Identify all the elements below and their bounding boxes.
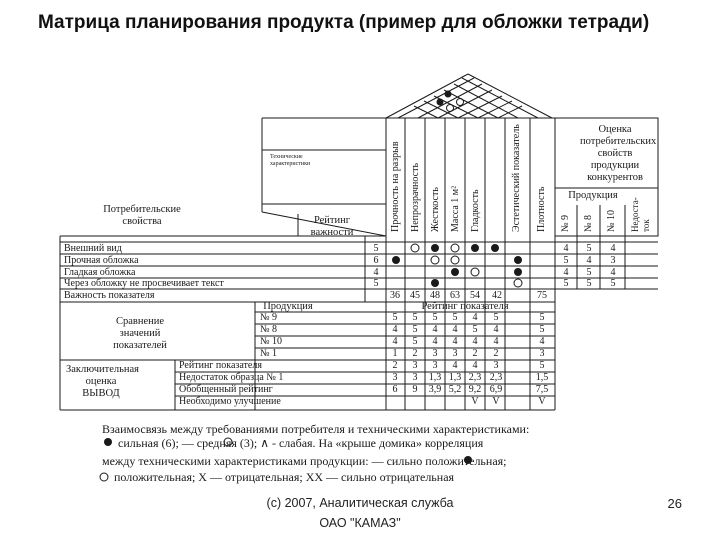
conclusion-value: 2,3 bbox=[489, 372, 503, 383]
requirement-weight: 4 bbox=[373, 267, 379, 278]
comparison-value: 5 bbox=[493, 312, 499, 323]
conclusion-value: 3 bbox=[412, 360, 418, 371]
comparison-value: 4 bbox=[493, 336, 499, 347]
competitor-score: 4 bbox=[610, 267, 616, 278]
rating-header-label: Рейтинг показателя bbox=[421, 301, 509, 312]
comparison-row-label: № 10 bbox=[260, 336, 283, 347]
tech-column-header: Гладкость bbox=[470, 189, 481, 232]
comparison-value: 5 bbox=[412, 312, 418, 323]
conclusion-value: 4 bbox=[472, 360, 478, 371]
comparison-value: 4 bbox=[472, 312, 478, 323]
requirement-weight: 5 bbox=[373, 243, 379, 254]
slide-title: Матрица планирования продукта (пример для обложки тетради) bbox=[38, 12, 650, 33]
correlation-roof bbox=[386, 74, 552, 118]
conclusion-value: 1,3 bbox=[428, 372, 442, 383]
importance-value: 36 bbox=[390, 290, 400, 301]
footer-copyright: (с) 2007, Аналитическая служба bbox=[266, 496, 454, 510]
strong-relationship-mark bbox=[514, 268, 522, 276]
comparison-row-label: № 8 bbox=[260, 324, 278, 335]
comparison-value: 4 bbox=[539, 336, 545, 347]
importance-label: Важность показателя bbox=[64, 290, 155, 301]
strong-relationship-icon bbox=[104, 438, 112, 446]
conclusion-value: V bbox=[538, 396, 546, 407]
comparison-value: 2 bbox=[412, 348, 418, 359]
competitor-assessment-label: Оценка потребительских свойств продукции конкурентов bbox=[580, 124, 657, 183]
competitor-score: 4 bbox=[610, 243, 616, 254]
requirement-weight: 5 bbox=[373, 278, 379, 289]
conclusion-value: 5,2 bbox=[448, 384, 462, 395]
tech-characteristics-label: Технические характеристики bbox=[270, 154, 311, 167]
comparison-value: 3 bbox=[452, 348, 458, 359]
medium-relationship-mark bbox=[451, 244, 459, 252]
page-number: 26 bbox=[667, 496, 682, 511]
medium-relationship-mark bbox=[411, 244, 419, 252]
competitor-score: 4 bbox=[563, 243, 569, 254]
medium-relationship-mark bbox=[471, 268, 479, 276]
comparison-value: 5 bbox=[412, 324, 418, 335]
comparison-value: 5 bbox=[539, 324, 545, 335]
legend-line-4: положительная; X — отрицательная; XX — сильно отрицательная bbox=[114, 470, 455, 484]
comparison-value: 4 bbox=[432, 336, 438, 347]
comparison-value: 5 bbox=[452, 312, 458, 323]
positive-icon bbox=[100, 473, 108, 481]
competitor-column-header: № 9 bbox=[560, 214, 571, 232]
conclusion-value: 5 bbox=[539, 360, 545, 371]
roof-positive-mark bbox=[457, 99, 464, 106]
comparison-value: 2 bbox=[472, 348, 478, 359]
importance-value: 48 bbox=[430, 290, 440, 301]
importance-value: 45 bbox=[410, 290, 420, 301]
importance-value: 63 bbox=[450, 290, 460, 301]
strong-relationship-mark bbox=[471, 244, 479, 252]
conclusion-value: 7,5 bbox=[535, 384, 549, 395]
competitor-score: 5 bbox=[563, 278, 569, 289]
conclusion-value: 6,9 bbox=[489, 384, 503, 395]
comparison-value: 5 bbox=[392, 312, 398, 323]
competitor-score: 4 bbox=[563, 267, 569, 278]
strong-relationship-mark bbox=[451, 268, 459, 276]
comparison-value: 3 bbox=[539, 348, 545, 359]
medium-relationship-mark bbox=[431, 256, 439, 264]
comparison-value: 5 bbox=[412, 336, 418, 347]
legend-line-1: Взаимосвязь между требованиями потребителя и техническими характеристиками: bbox=[102, 422, 530, 436]
strong-relationship-mark bbox=[392, 256, 400, 264]
conclusion-value: 3 bbox=[432, 360, 438, 371]
comparison-value: 3 bbox=[432, 348, 438, 359]
competitor-column-header: № 10 bbox=[606, 209, 617, 232]
conclusion-value: V bbox=[471, 396, 479, 407]
product-label: Продукция bbox=[568, 190, 618, 201]
comparison-label: Сравнение значений показателей bbox=[113, 316, 167, 351]
comparison-value: 4 bbox=[472, 336, 478, 347]
comparison-value: 5 bbox=[472, 324, 478, 335]
strong-relationship-mark bbox=[431, 279, 439, 287]
tech-column-header: Жесткость bbox=[430, 187, 441, 232]
tech-column-header: Плотность bbox=[536, 186, 547, 232]
comparison-row-label: № 1 bbox=[260, 348, 278, 359]
strong-relationship-mark bbox=[431, 244, 439, 252]
comparison-value: 1 bbox=[392, 348, 398, 359]
competitor-column-header: Недоста- ток bbox=[630, 197, 651, 232]
comparison-row-label: № 9 bbox=[260, 312, 278, 323]
comparison-value: 4 bbox=[392, 336, 398, 347]
competitor-score: 5 bbox=[563, 255, 569, 266]
requirement-label: Внешний вид bbox=[64, 243, 122, 254]
conclusion-value: 2 bbox=[392, 360, 398, 371]
conclusion-value: 3 bbox=[392, 372, 398, 383]
conclusion-value: 3 bbox=[493, 360, 499, 371]
conclusion-row-label: Недостаток образца № 1 bbox=[179, 372, 284, 383]
footer-company: ОАО "КАМАЗ" bbox=[319, 516, 401, 530]
comparison-value: 5 bbox=[432, 312, 438, 323]
importance-value: 75 bbox=[537, 290, 547, 301]
comparison-product-label: Продукция bbox=[263, 301, 313, 312]
conclusion-row-label: Необходимо улучшение bbox=[179, 396, 281, 407]
tech-column-header: Прочность на разрыв bbox=[390, 141, 401, 232]
requirement-weight: 6 bbox=[373, 255, 379, 266]
importance-rating-label: Рейтинг важности bbox=[310, 215, 354, 238]
conclusion-value: 3,9 bbox=[428, 384, 442, 395]
comparison-value: 4 bbox=[392, 324, 398, 335]
tech-column-header: Масса 1 м² bbox=[450, 185, 461, 232]
conclusion-value: V bbox=[492, 396, 500, 407]
conclusion-value: 9,2 bbox=[468, 384, 482, 395]
competitor-score: 5 bbox=[586, 243, 592, 254]
competitor-score: 5 bbox=[586, 267, 592, 278]
competitor-score: 4 bbox=[586, 255, 592, 266]
legend-line-3: между техническими характеристиками продукции: — сильно положительная; bbox=[102, 454, 507, 468]
tech-column-header: Эстетический показатель bbox=[511, 124, 522, 232]
conclusion-value: 4 bbox=[452, 360, 458, 371]
importance-value: 42 bbox=[492, 290, 502, 301]
tech-column-header: Непрозрачность bbox=[410, 163, 421, 232]
conclusion-value: 2,3 bbox=[468, 372, 482, 383]
competitor-column-header: № 8 bbox=[583, 214, 594, 232]
consumer-properties-label: Потребительские свойства bbox=[103, 204, 181, 227]
conclusion-value: 3 bbox=[412, 372, 418, 383]
competitor-score: 3 bbox=[610, 255, 616, 266]
strong-relationship-mark bbox=[491, 244, 499, 252]
roof-strong-positive-mark bbox=[445, 91, 452, 98]
roof-positive-mark bbox=[447, 105, 454, 112]
roof-strong-positive-mark bbox=[437, 99, 444, 106]
conclusion-value: 1,3 bbox=[448, 372, 462, 383]
conclusion-label: Заключительная оценка ВЫВОД bbox=[66, 364, 139, 399]
comparison-value: 4 bbox=[452, 336, 458, 347]
medium-relationship-mark bbox=[451, 256, 459, 264]
conclusion-row-label: Рейтинг показателя bbox=[179, 360, 262, 371]
conclusion-value: 1,5 bbox=[535, 372, 549, 383]
requirement-label: Прочная обложка bbox=[64, 255, 139, 266]
competitor-score: 5 bbox=[610, 278, 616, 289]
requirement-label: Гладкая обложка bbox=[64, 267, 136, 278]
medium-relationship-mark bbox=[514, 279, 522, 287]
comparison-value: 5 bbox=[539, 312, 545, 323]
requirement-label: Через обложку не просвечивает текст bbox=[64, 278, 224, 289]
importance-value: 54 bbox=[470, 290, 480, 301]
comparison-value: 4 bbox=[432, 324, 438, 335]
legend-line-2: сильная (6); — средняя (3); ∧ - слабая. На «крыше домика» корреляция bbox=[118, 436, 484, 450]
comparison-value: 4 bbox=[452, 324, 458, 335]
strong-relationship-mark bbox=[514, 256, 522, 264]
conclusion-value: 6 bbox=[392, 384, 398, 395]
comparison-value: 4 bbox=[493, 324, 499, 335]
competitor-score: 5 bbox=[586, 278, 592, 289]
conclusion-value: 9 bbox=[412, 384, 418, 395]
conclusion-row-label: Обобщенный рейтинг bbox=[179, 384, 273, 395]
comparison-value: 2 bbox=[493, 348, 499, 359]
